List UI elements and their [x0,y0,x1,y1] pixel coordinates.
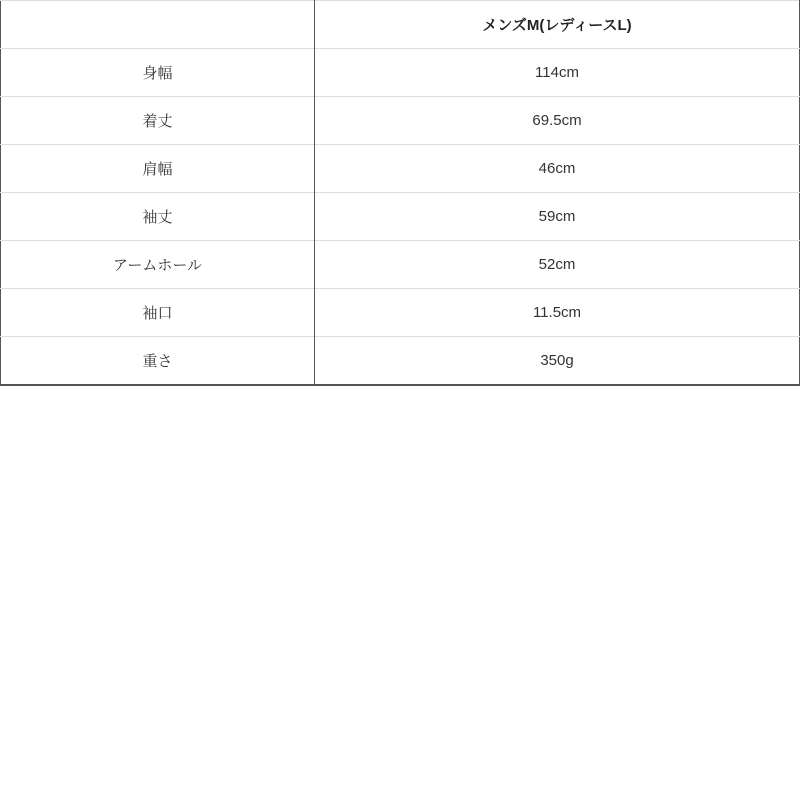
table-row [1,193,800,241]
size-chart-table [0,0,800,386]
row-label: 重さ [1,337,315,385]
row-value: 52cm [315,241,800,289]
header-row [1,1,800,49]
row-label: アームホール [1,241,315,289]
row-label: 身幅 [1,49,315,97]
table-row [1,289,800,337]
row-value: 69.5cm [315,97,800,145]
size-chart-body [1,49,800,385]
header-empty-cell [1,1,315,49]
row-value: 59cm [315,193,800,241]
table-row [1,49,800,97]
row-label: 袖口 [1,289,315,337]
row-value: 114cm [315,49,800,97]
table-row [1,145,800,193]
row-label: 袖丈 [1,193,315,241]
row-value: 350g [315,337,800,385]
table-row [1,241,800,289]
size-chart-header [1,1,800,49]
row-value: 46cm [315,145,800,193]
table-row [1,97,800,145]
row-value: 11.5cm [315,289,800,337]
header-size-cell: メンズM(レディースL) [482,17,632,34]
row-label: 肩幅 [1,145,315,193]
table-row [1,337,800,385]
row-label: 着丈 [1,97,315,145]
